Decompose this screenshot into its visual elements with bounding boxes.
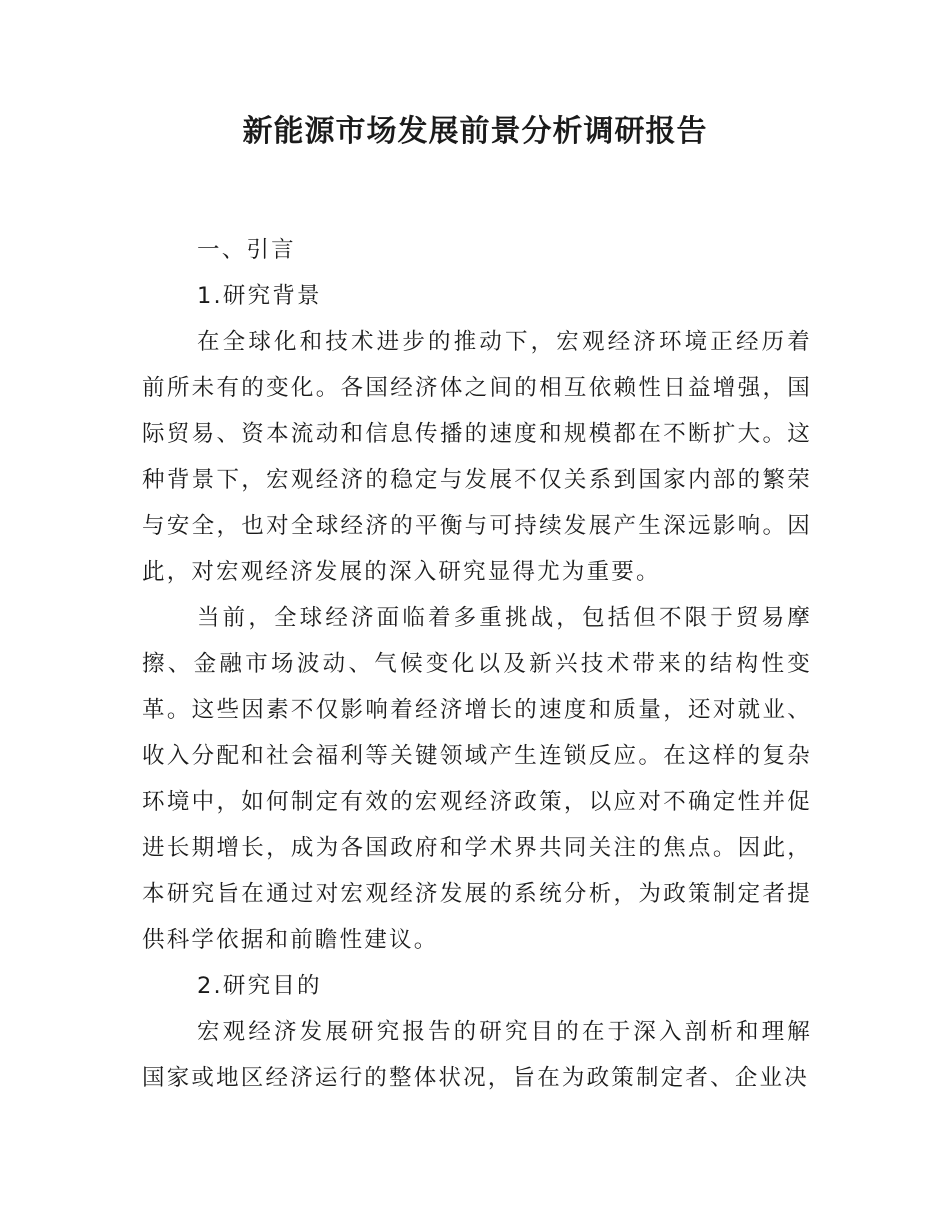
subsection-heading-background: 1.研究背景	[197, 283, 322, 309]
subsection-heading-purpose: 2.研究目的	[197, 973, 322, 999]
paragraph-purpose-1: 宏观经济发展研究报告的研究目的在于深入剖析和理解国家或地区经济运行的整体状况，旨在为政策制定者、企业决	[142, 1019, 812, 1091]
document-body	[142, 227, 812, 1101]
paragraph-background-1: 在全球化和技术进步的推动下，宏观经济环境正经历着前所未有的变化。各国经济体之间的相互依赖性日益增强，国际贸易、资本流动和信息传播的速度和规模都在不断扩大。这种背景下，宏观经济的稳定与发展不仅关系到国家内部的繁荣与安全，也对全球经济的平衡与可持续发展产生深远影响。因此，对宏观经济发展的深入研究显得尤为重要。	[142, 329, 812, 585]
section-heading-introduction: 一、引言	[197, 237, 296, 263]
paragraph-background-2: 当前，全球经济面临着多重挑战，包括但不限于贸易摩擦、金融市场波动、气候变化以及新兴技术带来的结构性变革。这些因素不仅影响着经济增长的速度和质量，还对就业、收入分配和社会福利等关键领域产生连锁反应。在这样的复杂环境中，如何制定有效的宏观经济政策，以应对不确定性并促进长期增长，成为各国政府和学术界共同关注的焦点。因此，本研究旨在通过对宏观经济发展的系统分析，为政策制定者提供科学依据和前瞻性建议。	[142, 605, 812, 953]
document-title: 新能源市场发展前景分析调研报告	[242, 114, 708, 149]
